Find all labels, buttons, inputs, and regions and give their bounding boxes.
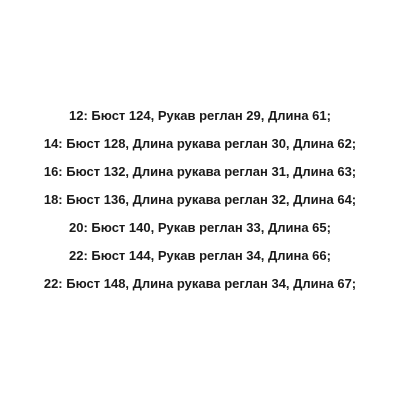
size-row-12: 12: Бюст 124, Рукав реглан 29, Длина 61; [69, 108, 331, 123]
size-row-20: 20: Бюст 140, Рукав реглан 33, Длина 65; [69, 220, 331, 235]
size-row-22b: 22: Бюст 148, Длина рукава реглан 34, Длина 67; [43, 276, 357, 291]
size-row-14: 14: Бюст 128, Длина рукава реглан 30, Длина 62; [43, 136, 357, 151]
size-row-18: 18: Бюст 136, Длина рукава реглан 32, Длина 64; [43, 192, 357, 207]
size-row-16: 16: Бюст 132, Длина рукава реглан 31, Длина 63; [43, 164, 357, 179]
size-row-22a: 22: Бюст 144, Рукав реглан 34, Длина 66; [69, 248, 331, 263]
size-chart-list [0, 102, 400, 298]
